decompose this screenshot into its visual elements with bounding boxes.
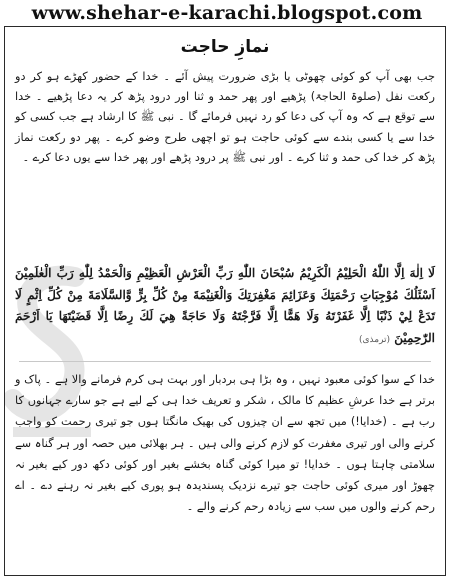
scanned-page-frame — [4, 26, 446, 576]
dua-arabic-paragraph — [15, 263, 435, 351]
site-url-header: www.shehar-e-karachi.blogspot.com — [31, 2, 423, 24]
section-divider — [19, 361, 431, 362]
translation-paragraph: خدا کے سوا کوئی معبود نہیں ، وہ بڑا ہی بردبار اور بہت ہی کرم فرمانے والا ہے ۔ پاک و برتر ہے خدا عرشِ عظیم کا مالک ، شکر و تعریف خدا ہی کے لیے ہے جو سارے جہانوں کا رب ہے ۔ (خدایا!) میں تجھ سے ان چیزوں کی بھیک مانگتا ہوں جو تیری رحمت کو واجب کرنے والی اور تیری مغفرت کو لازم کرنے والی ہیں ۔ ہر بھلائی میں حصہ اور ہر گناہ سے سلامتی چاہتا ہوں ۔ خدایا! تو میرا کوئی گناہ بخشے بغیر اور کوئی دکھ دور کیے بغیر نہ چھوڑ اور میری کوئی حاجت جو تیرے نزدیک پسندیدہ ہو پوری کیے بغیر نہ رہنے دے ۔ اے رحم کرنے والوں میں سب سے زیادہ رحم کرنے والے ۔ — [15, 373, 435, 514]
intro-paragraph: جب بھی آپ کو کوئی چھوٹی یا بڑی ضرورت پیش آئے ۔ خدا کے حضور کھڑے ہو کر دو رکعت نفل (صلوۃ الحاجۃ) پڑھیے اور پھر حمد و ثنا اور درود پڑھ کر یہ دعا پڑھیے ۔ خدا سے توقع ہے کہ وہ آپ کی دعا کو رد نہیں فرمائے گا ۔ نبی ﷺ کا ارشاد ہے جب کسی کو خدا سے یا کسی بندے سے کوئی حاجت ہو تو اچھی طرح وضو کرے ۔ پھر دو رکعت نماز پڑھ کر خدا کی حمد و ثنا کرے ۔ اور نبی ﷺ پر درود پڑھے اور پھر خدا سے یوں دعا کرے ۔ — [15, 70, 435, 164]
dua-reference: (ترمذی) — [358, 334, 391, 345]
page-title: نمازِ حاجت — [180, 37, 270, 57]
dua-arabic-text: لَا اِلٰهَ اِلَّا اللّٰهُ الْحَلِيْمُ الْكَرِيْمُ سُبْحَانَ اللّٰهِ رَبِّ الْعَرْشِ الْعَظِيْمِ وَالْحَمْدُ لِلّٰهِ رَبِّ الْعٰلَمِيْنَ اَسْئَلُكَ مُوْجِبَاتِ رَحْمَتِكَ وَعَزَائِمَ مَغْفِرَتِكَ وَالْغَنِيْمَةَ مِنْ كُلِّ بِرٍّ وَّالسَّلَامَةَ مِنْ كُلِّ اِثْمٍ لَا تَدَعْ لِيْ ذَنْبًا اِلَّا غَفَرْتَهُ وَلَا هَمًّا اِلَّا فَرَّجْتَهُ وَلَا حَاجَةً هِيَ لَكَ رِضًا اِلَّا قَضَيْتَهَا يَا اَرْحَمَ الرّٰحِمِيْنَ — [15, 266, 435, 345]
